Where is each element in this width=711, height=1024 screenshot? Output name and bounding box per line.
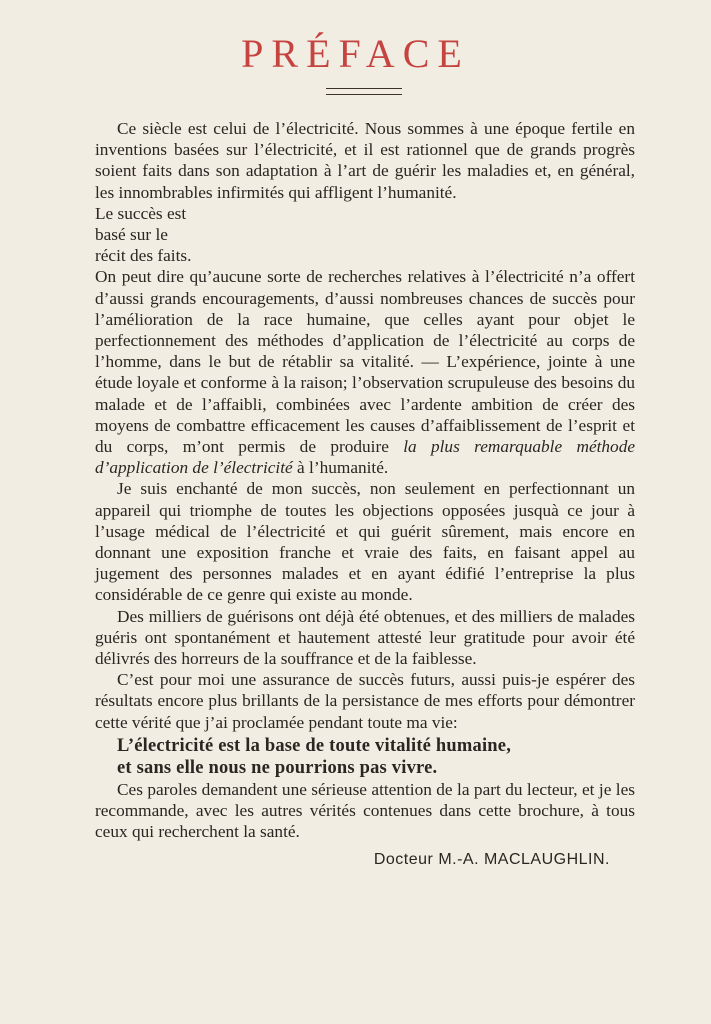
emphasis-line-2: et sans elle nous ne pourrions pas vivre. [117,757,438,778]
paragraph-6: Ces paroles demandent une sérieuse attention de la part du lecteur, et je les recommande, avec les autres vérités contenues dans cette brochure, à tous ceux qui recherchent la santé. [95,779,635,842]
paragraph-2-italic: la plus remarquable méthode d’application de l’électricité [95,437,636,478]
page-title: PRÉFACE [241,31,470,76]
paragraph-5: C’est pour moi une assurance de succès futurs, aussi puis-je espérer des résultats encore plus brillants de la persistance de mes efforts pour démontrer cette vérité que j’ai proclamée pendant toute ma vie: [95,670,635,732]
paragraph-2-end: à l’humanité. [297,458,389,478]
paragraph-4: Des milliers de guérisons ont déjà été obtenues, et des milliers de malades guéris ont spontanément et hautement attesté leur gratitude pour avoir été délivrés des horreurs de la souffrance et de la faiblesse. [95,606,635,669]
title-divider [326,88,402,95]
paragraph-3: Je suis enchanté de mon succès, non seulement en perfectionnant un appareil qui triomphe de toutes les objections opposées jusquà ce jour à l’usage médical de l’électricité et qui guérit sûrement, mais encore en donnant une exposition franche et vraie des faits, en faisant appel au jugement des personnes malades et en ayant édifié l’entreprise la plus considérable de ce genre qui existe au monde. [95,479,635,605]
paragraph-2-text: On peut dire qu’aucune sorte de recherches relatives à l’électricité n’a offert d’aussi grands encouragements, d’aussi nombreuses chances de succès pour l’amélioration de la race humaine, que celles ayant pour objet le perfectionnement des méthodes d’application de l’électricité au corps de l’homme, dans le but de rétablir sa vitalité. — L’expérience, jointe à une étude loyale et conforme à la raison; l’observation scrupuleuse des besoins du malade et de l’affaibli, combinées avec l’ardente ambition de créer des moyens de combattre efficacement les causes d’affaiblissement de l’esprit et du corps, m’ont permis de produire [95,267,635,457]
sidebar-line: Le succès est [95,203,187,223]
body-text [95,118,635,870]
signature: Docteur M.-A. MACLAUGHLIN. [373,850,610,868]
sidebar-line: basé sur le [95,225,168,245]
paragraph-1: Ce siècle est celui de l’électricité. Nous sommes à une époque fertile en inventions basées sur l’électricité, et il est rationnel que de grands progrès soient faits dans son adaptation à l’art de guérir les maladies et, en général, les innombrables infirmités qui affligent l’humanité. [95,119,635,202]
emphasis-line-1: L’électricité est la base de toute vitalité humaine, [117,735,512,756]
emphasis-statement [95,735,635,779]
sidebar-line: récit des faits. [95,246,192,266]
